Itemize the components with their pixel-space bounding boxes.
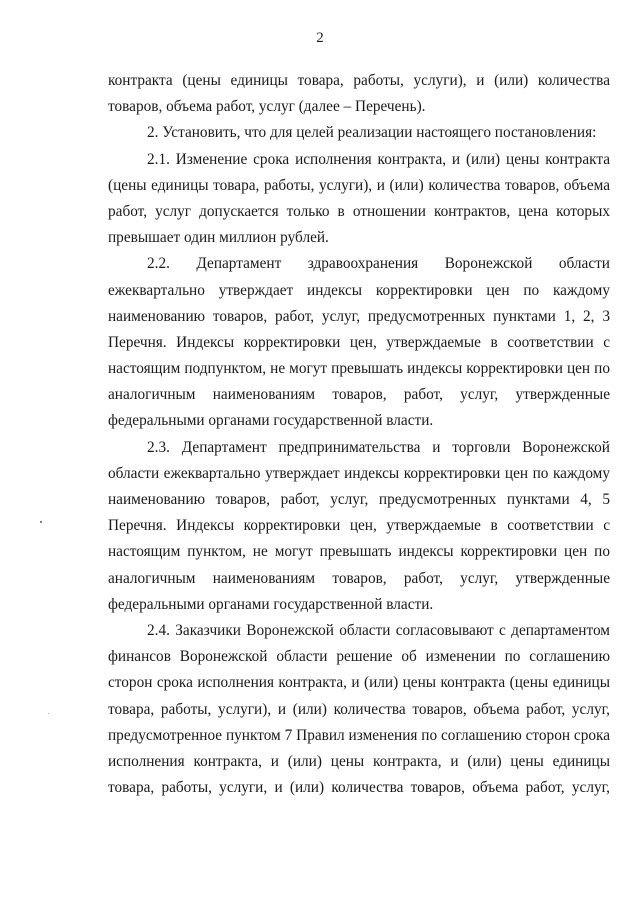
paragraph-line: настоящим подпунктом, не могут превышать индексы корректировки цен по [108,360,610,378]
paragraph-line: наименованию товаров, работ, услуг, предусмотренных пунктами 1, 2, 3 [108,307,610,325]
paragraph-line: товара, работы, услуги), и (или) количества товаров, объема работ, услуг, [108,700,610,718]
paragraph-line: наименованию товаров, работ, услуг, предусмотренных пунктами 4, 5 [108,491,610,508]
paragraph-line: области ежеквартально утверждает индексы корректировки цен по каждому [108,464,610,482]
paragraph-line: 2. Установить, что для целей реализации настоящего постановления: [147,124,597,142]
scan-speck [40,521,42,523]
paragraph-line: (цены единицы товара, работы, услуги), и (или) количества товаров, объема [108,176,610,194]
document-body [108,68,610,801]
paragraph-line: работ, услуг допускается только в отношении контрактов, цена которых [108,202,610,220]
scan-speck [48,713,49,714]
paragraph-line: ежеквартально утверждает индексы корректировки цен по каждому [108,281,610,299]
paragraph-line: исполнения контракта, и (или) цены контракта, и (или) цены единицы [108,752,610,770]
paragraph-line: 2.1. Изменение срока исполнения контракта, и (или) цены контракта [147,150,610,168]
paragraph-line: предусмотренное пунктом 7 Правил изменения по соглашению сторон срока [108,726,610,744]
paragraph-line: превышает один миллион рублей. [108,229,329,247]
paragraph-line: 2.4. Заказчики Воронежской области согласовывают с департаментом [147,621,610,639]
paragraph-line: контракта (цены единицы товара, работы, услуги), и (или) количества [108,72,610,89]
page-number: 2 [316,30,324,46]
paragraph-line: 2.2. Департамент здравоохранения Воронежской области [147,255,610,273]
paragraph-line: аналогичным наименованиям товаров, работ, услуг, утвержденные [108,386,610,404]
paragraph-line: аналогичным наименованиям товаров, работ, услуг, утвержденные [108,569,610,587]
paragraph-line: Перечня. Индексы корректировки цен, утверждаемые в соответствии с [108,333,610,351]
paragraph-line: сторон срока исполнения контракта, и (или) цены контракта (цены единицы [108,674,610,692]
paragraph-line: 2.3. Департамент предпринимательства и торговли Воронежской [147,438,610,456]
paragraph-line: настоящим пунктом, не могут превышать индексы корректировки цен по [108,543,610,561]
paragraph-line: финансов Воронежской области решение об изменении по соглашению [108,648,610,666]
paragraph-line: федеральными органами государственной власти. [108,412,434,430]
paragraph-line: товара, работы, услуги, и (или) количества товаров, объема работ, услуг, [108,779,610,797]
paragraph-line: товаров, объема работ, услуг (далее – Перечень). [108,98,426,116]
paragraph-line: Перечня. Индексы корректировки цен, утверждаемые в соответствии с [108,517,610,535]
paragraph-line: федеральными органами государственной власти. [108,595,434,613]
